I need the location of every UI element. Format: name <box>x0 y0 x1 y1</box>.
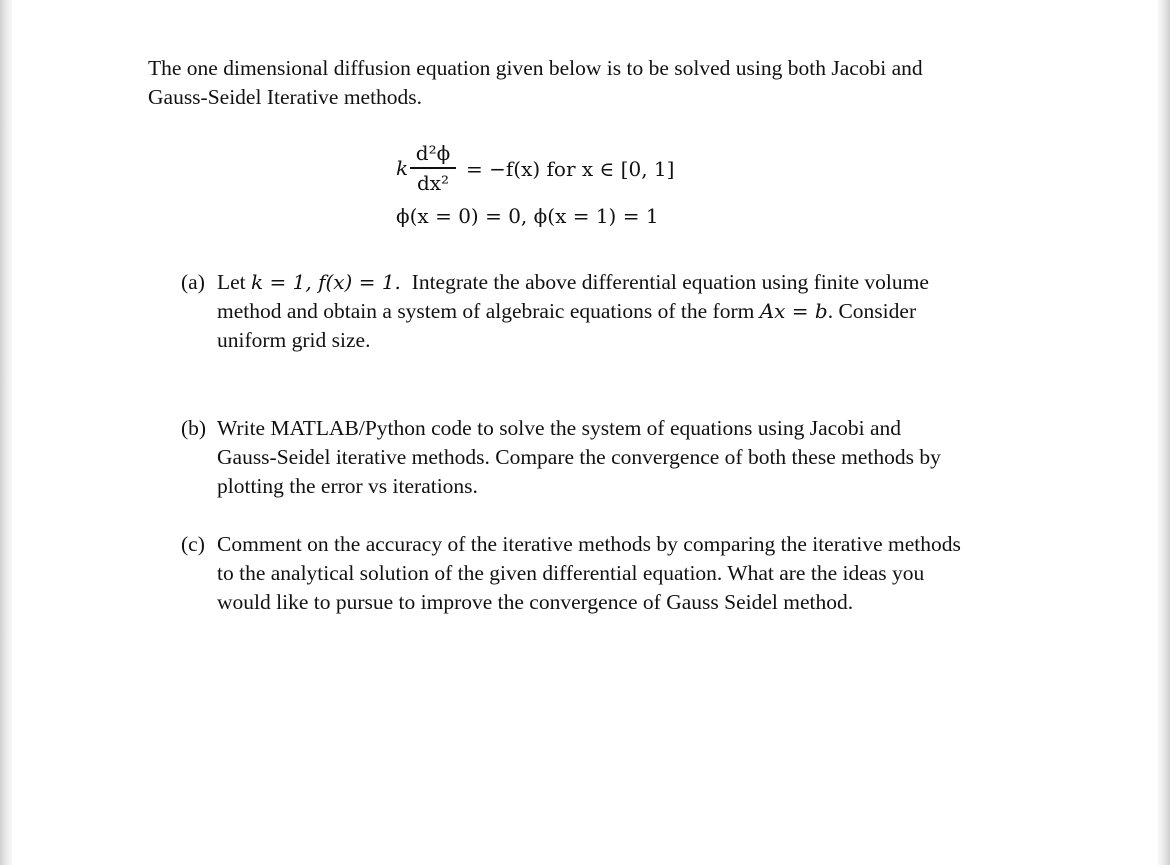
document-page <box>12 0 1158 865</box>
part-c-body <box>217 530 1061 617</box>
part-a-line-1-rest: Integrate the above differential equation using finite volume <box>400 270 929 294</box>
second-derivative-fraction <box>410 140 456 196</box>
page-edge-right <box>1158 0 1170 865</box>
equation-rhs: = −f(x) for x ∈ [0, 1] <box>466 157 675 181</box>
boundary-conditions: ϕ(x = 0) = 0, ϕ(x = 1) = 1 <box>396 204 659 228</box>
part-c-line-1: Comment on the accuracy of the iterative methods by comparing the iterative methods <box>217 532 961 556</box>
part-a-pre: Let <box>217 270 252 294</box>
intro-line-1: The one dimensional diffusion equation given below is to be solved using both Jacobi and <box>148 56 923 80</box>
part-a-line-1 <box>217 268 1061 297</box>
part-b-line-3: plotting the error vs iterations. <box>217 474 478 498</box>
part-a-line-2-pre: method and obtain a system of algebraic equations of the form <box>217 299 760 323</box>
part-a-math: k = 1, f(x) = 1. <box>251 270 401 294</box>
part-a-label: (a) <box>181 270 205 294</box>
part-c-label: (c) <box>181 532 205 556</box>
part-a-line-2 <box>217 297 1061 326</box>
fraction-bar <box>410 167 456 169</box>
intro-paragraph <box>148 54 1028 112</box>
part-b-line-1: Write MATLAB/Python code to solve the system of equations using Jacobi and <box>217 416 902 440</box>
part-b <box>181 414 1061 501</box>
fraction-denominator: dx² <box>416 170 450 195</box>
page-edge-left <box>0 0 12 865</box>
intro-line-2: Gauss-Seidel Iterative methods. <box>148 85 423 109</box>
part-a-line-3: uniform grid size. <box>217 328 371 352</box>
equation-coefficient: k <box>396 156 409 180</box>
part-b-label: (b) <box>181 416 207 440</box>
part-b-line-2: Gauss-Seidel iterative methods. Compare the convergence of both these methods by <box>217 445 941 469</box>
part-a-line-2-rest: . Consider <box>827 299 917 323</box>
part-a <box>181 268 1061 355</box>
part-c-line-2: to the analytical solution of the given differential equation. What are the ideas you <box>217 561 925 585</box>
part-c <box>181 530 1061 617</box>
fraction-numerator: d²ϕ <box>415 141 451 165</box>
part-b-body <box>217 414 1061 501</box>
part-c-line-3: would like to pursue to improve the convergence of Gauss Seidel method. <box>217 590 854 614</box>
part-a-body <box>217 268 1061 355</box>
part-a-line-2-math: Ax = b <box>759 299 828 323</box>
